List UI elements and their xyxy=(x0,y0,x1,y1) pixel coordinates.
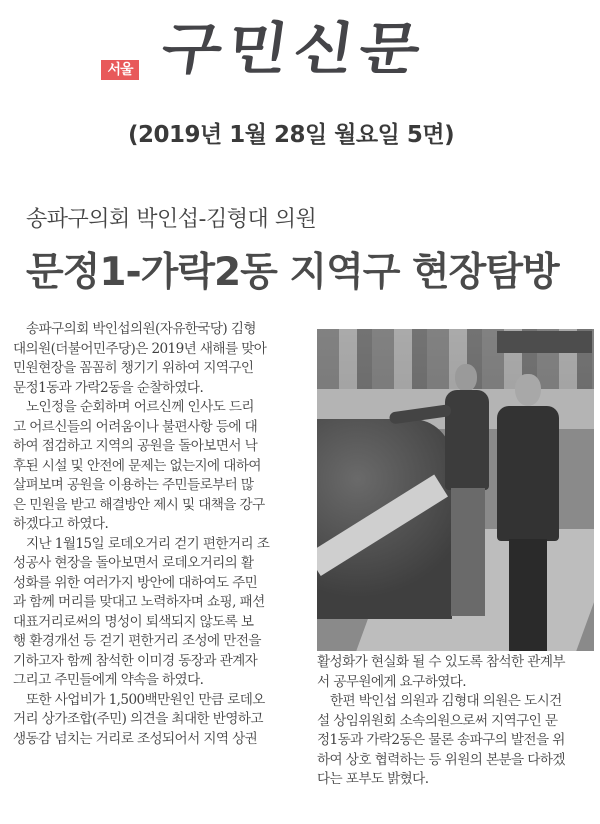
body-line: 노인정을 순회하며 어르신께 인사도 드리 xyxy=(13,399,254,415)
body-line: 성공사 현장을 돌아보면서 로데오거리의 활 xyxy=(13,555,254,571)
body-line: 정1동과 가락2동은 물론 송파구의 발전을 위 xyxy=(317,732,565,748)
newspaper-logo: 구민신문 xyxy=(157,15,431,82)
body-line: 살펴보며 공원을 이용하는 주민들로부터 많 xyxy=(13,477,254,493)
body-line: 한편 박인섭 의원과 김형대 의원은 도시건 xyxy=(317,693,562,709)
body-line: 고 어르신들의 어려움이나 불편사항 등에 대 xyxy=(13,418,258,435)
article-photo xyxy=(317,329,594,651)
body-line: 하여 상호 협력하는 등 위원의 본분을 다하겠 xyxy=(317,751,565,768)
body-line: 다는 포부도 밝혔다. xyxy=(317,771,429,787)
article-headline: 문정1-가락2동 지역구 현장탐방 xyxy=(26,250,559,295)
body-line: 대의원(더불어민주당)은 2019년 새해를 맞아 xyxy=(13,340,267,357)
body-line: 하겠다고 하였다. xyxy=(13,516,109,532)
article-body-right-column xyxy=(317,653,595,790)
body-line: 민원현장을 꼼꼼히 챙기기 위하여 지역구인 xyxy=(13,360,254,376)
body-line: 거리 상가조합(주민) 의견을 최대한 반영하고 xyxy=(13,711,263,727)
photo-shop-sign xyxy=(497,331,592,353)
body-line: 또한 사업비가 1,500백만원인 만큼 로데오 xyxy=(13,691,265,708)
body-line: 성화를 위한 여러가지 방안에 대하여도 주민 xyxy=(13,574,258,591)
body-line: 후된 시설 및 안전에 문제는 없는지에 대하여 xyxy=(13,457,261,474)
issue-date: (2019년 1월 28일 월요일 5면) xyxy=(128,122,455,148)
body-line: 서 공무원에게 요구하였다. xyxy=(317,673,467,690)
body-line: 지난 1월15일 로데오거리 걷기 편한거리 조 xyxy=(13,535,270,552)
body-line: 설 상임위원회 소속의원으로써 지역구인 문 xyxy=(317,712,558,729)
region-badge: 서울 xyxy=(101,60,139,80)
body-line: 활성화가 현실화 될 수 있도록 참석한 관계부 xyxy=(317,654,565,670)
body-line: 행 환경개선 등 걷기 편한거리 조성에 만전을 xyxy=(13,633,261,649)
body-line: 그리고 주민들에게 약속을 하였다. xyxy=(13,672,204,688)
photo-person-right xyxy=(487,374,562,651)
body-line: 대표거리로써의 명성이 퇴색되지 않도록 보 xyxy=(13,613,254,630)
body-line: 기하고자 함께 참석한 이미경 동장과 관계자 xyxy=(13,652,258,669)
masthead xyxy=(0,0,600,100)
body-line: 송파구의회 박인섭의원(자유한국당) 김형 xyxy=(13,321,256,337)
body-line: 과 함께 머리를 맞대고 노력하자며 쇼핑, 패션 xyxy=(13,594,265,610)
article-subheadline: 송파구의회 박인섭-김형대 의원 xyxy=(26,207,317,232)
body-line: 생동감 넘치는 거리로 조성되어서 지역 상권 xyxy=(13,730,258,747)
body-line: 문정1동과 가락2동을 순찰하였다. xyxy=(13,379,204,396)
article-body-left-column xyxy=(13,320,303,749)
body-line: 은 민원을 받고 해결방안 제시 및 대책을 강구 xyxy=(13,496,265,513)
body-line: 하여 점검하고 지역의 공원을 돌아보면서 낙 xyxy=(13,438,258,454)
